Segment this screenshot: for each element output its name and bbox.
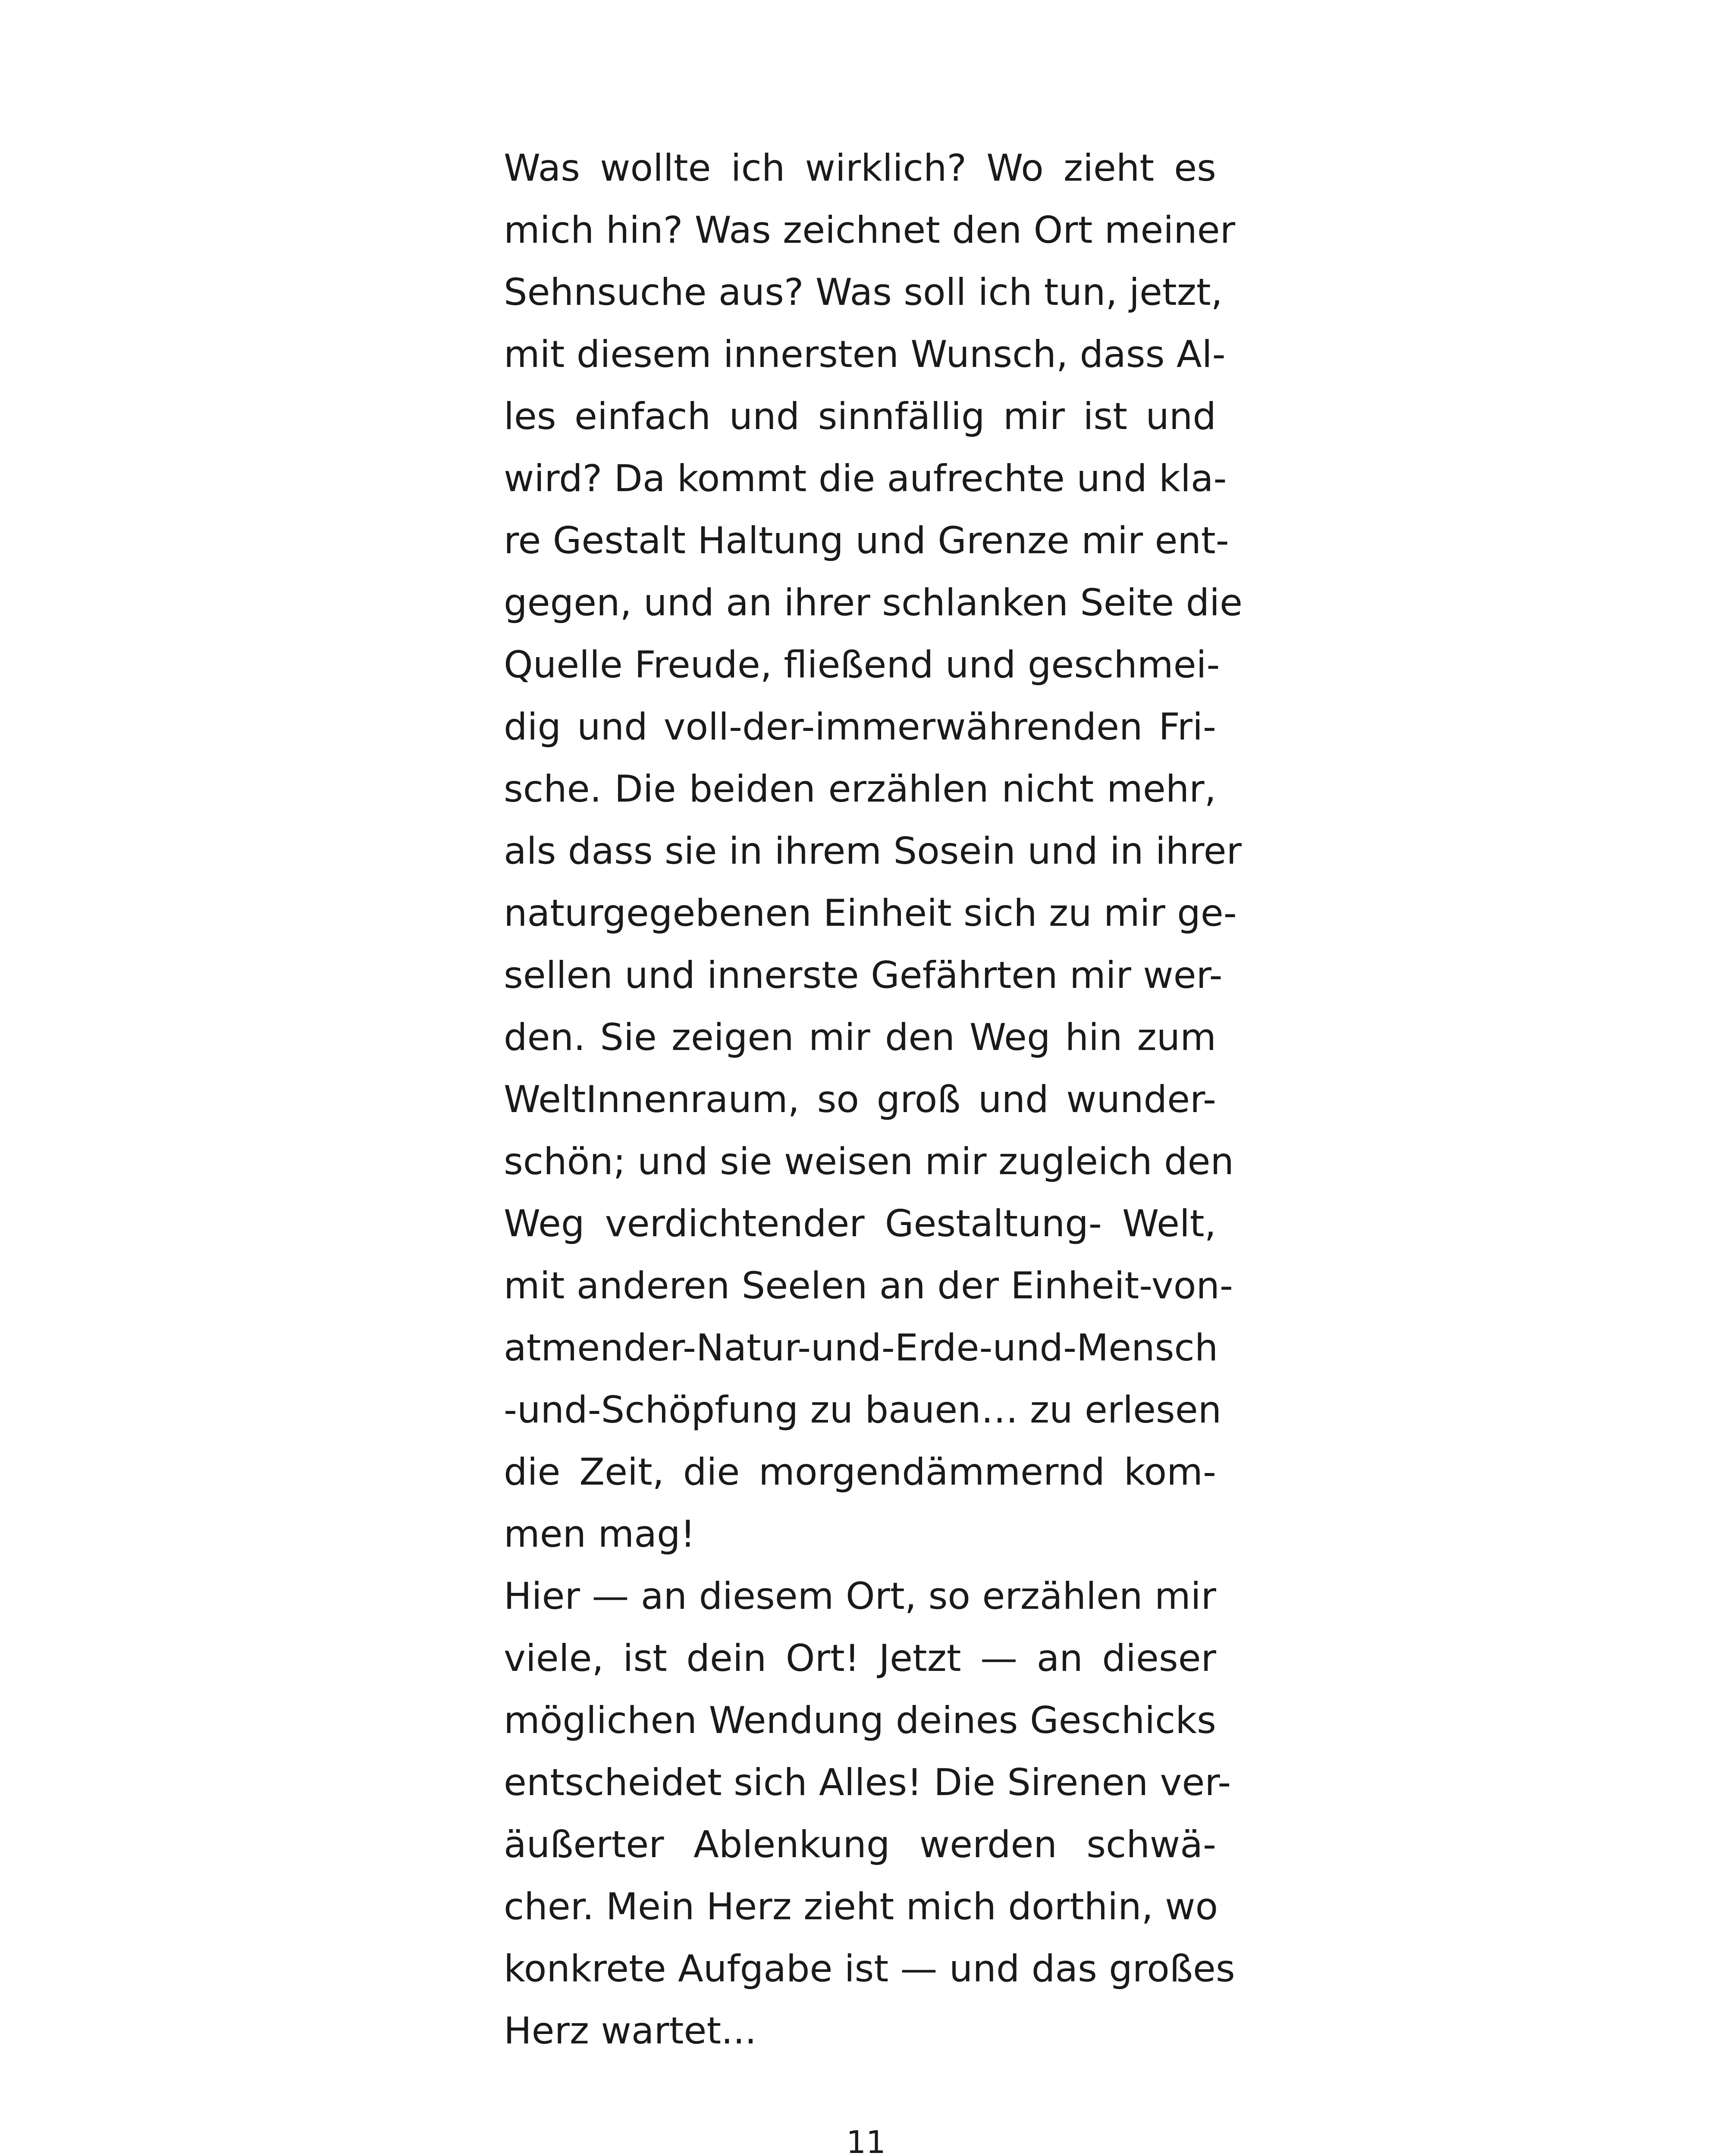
- text-line: wird? Da kommt die aufrechte und kla-: [504, 457, 1227, 500]
- text-line: mit anderen Seelen an der Einheit-von-: [504, 1264, 1233, 1307]
- text-line: -und-Schöpfung zu bauen… zu erlesen: [504, 1388, 1222, 1432]
- text-line: äußerter Ablenkung werden schwä-: [504, 1823, 1216, 1866]
- text-line: den. Sie zeigen mir den Weg hin zum: [504, 1016, 1216, 1059]
- text-line: schön; und sie weisen mir zugleich den: [504, 1140, 1234, 1183]
- text-line: atmender-Natur-und-Erde-und-Mensch: [504, 1326, 1218, 1369]
- text-line: Was wollte ich wirklich? Wo zieht es: [504, 147, 1216, 190]
- text-line: men mag!: [504, 1513, 696, 1556]
- text-line: dig und voll-der-immerwährenden Fri-: [504, 705, 1216, 749]
- text-line: entscheidet sich Alles! Die Sirenen ver-: [504, 1761, 1231, 1804]
- text-line: les einfach und sinnfällig mir ist und: [504, 395, 1216, 438]
- paragraph-2: [504, 1565, 1235, 2062]
- page-number: 11: [846, 2124, 886, 2156]
- paragraph-1: [504, 137, 1243, 1565]
- text-line: Weg verdichtender Gestaltung- Welt,: [504, 1202, 1216, 1245]
- text-line: Sehnsuche aus? Was soll ich tun, jetzt,: [504, 271, 1223, 314]
- text-line: sche. Die beiden erzählen nicht mehr,: [504, 768, 1216, 811]
- text-line: möglichen Wendung deines Geschicks: [504, 1699, 1216, 1742]
- text-line: Quelle Freude, fließend und geschmei-: [504, 643, 1220, 686]
- text-line: mich hin? Was zeichnet den Ort meiner: [504, 209, 1236, 252]
- text-line: die Zeit, die morgendämmernd kom-: [504, 1451, 1216, 1494]
- text-line: Hier — an diesem Ort, so erzählen mir: [504, 1575, 1216, 1618]
- text-line: gegen, und an ihrer schlanken Seite die: [504, 581, 1243, 624]
- text-line: Herz wartet...: [504, 2009, 757, 2053]
- text-line: re Gestalt Haltung und Grenze mir ent-: [504, 519, 1229, 562]
- text-line: cher. Mein Herz zieht mich dorthin, wo: [504, 1885, 1218, 1928]
- text-line: naturgegebenen Einheit sich zu mir ge-: [504, 892, 1237, 935]
- body-text: [504, 137, 1243, 2062]
- text-line: sellen und innerste Gefährten mir wer-: [504, 954, 1223, 997]
- text-line: als dass sie in ihrem Sosein und in ihrer: [504, 830, 1242, 873]
- text-line: konkrete Aufgabe ist — und das großes: [504, 1947, 1235, 1990]
- text-line: WeltInnenraum, so groß und wunder-: [504, 1078, 1216, 1121]
- text-line: mit diesem innersten Wunsch, dass Al-: [504, 333, 1226, 376]
- text-line: viele, ist dein Ort! Jetzt — an dieser: [504, 1637, 1216, 1680]
